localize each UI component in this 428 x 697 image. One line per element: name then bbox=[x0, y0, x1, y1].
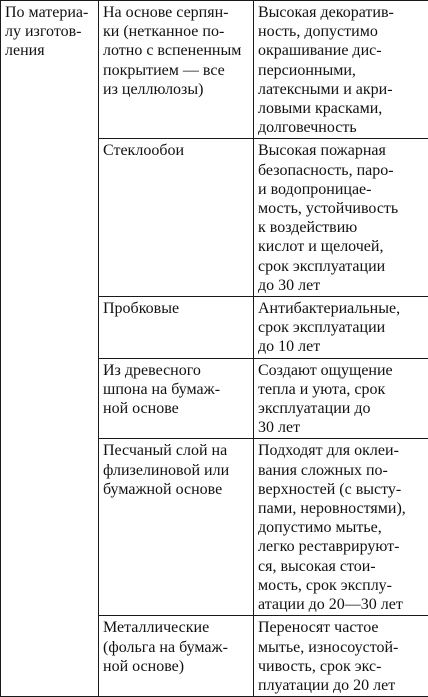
properties-cell: Переносят частое мытье, износоустой- чивость, срок экс- плуатации до 20 лет bbox=[254, 616, 428, 697]
type-cell: Песчаный слой на флизелиновой или бумажной основе bbox=[99, 439, 254, 616]
properties-cell: Высокая декоратив- ность, допустимо окрашивание дис- персионными, латексными и акри- ловыми красками, долговечность bbox=[254, 1, 428, 139]
category-cell: По материа- лу изготов- ления bbox=[1, 1, 99, 697]
properties-cell: Подходят для оклеи- вания сложных по- верхностей (с высту- пами, неровностями), допустимо мытье, легко реставрируют- ся, высокая стои- мость, срок эксплу- атации до 20—30 лет bbox=[254, 439, 428, 616]
properties-cell: Создают ощущение тепла и уюта, срок эксплуатации до 30 лет bbox=[254, 358, 428, 439]
type-cell: Металлические (фольга на бумаж- ной основе) bbox=[99, 616, 254, 697]
type-cell: Пробковые bbox=[99, 297, 254, 359]
properties-cell: Антибактериальные, срок эксплуатации до 10 лет bbox=[254, 297, 428, 359]
table-row bbox=[1, 1, 428, 139]
type-cell: На основе серпян- ки (нетканное по- лотно с вспененным покрытием — все из целлюлозы) bbox=[99, 1, 254, 139]
type-cell: Стеклообои bbox=[99, 139, 254, 297]
properties-cell: Высокая пожарная безопасность, паро- и водопроницае- мость, устойчивость к воздействию кислот и щелочей, срок эксплуатации до 30 лет bbox=[254, 139, 428, 297]
type-cell: Из древесного шпона на бумаж- ной основе bbox=[99, 358, 254, 439]
